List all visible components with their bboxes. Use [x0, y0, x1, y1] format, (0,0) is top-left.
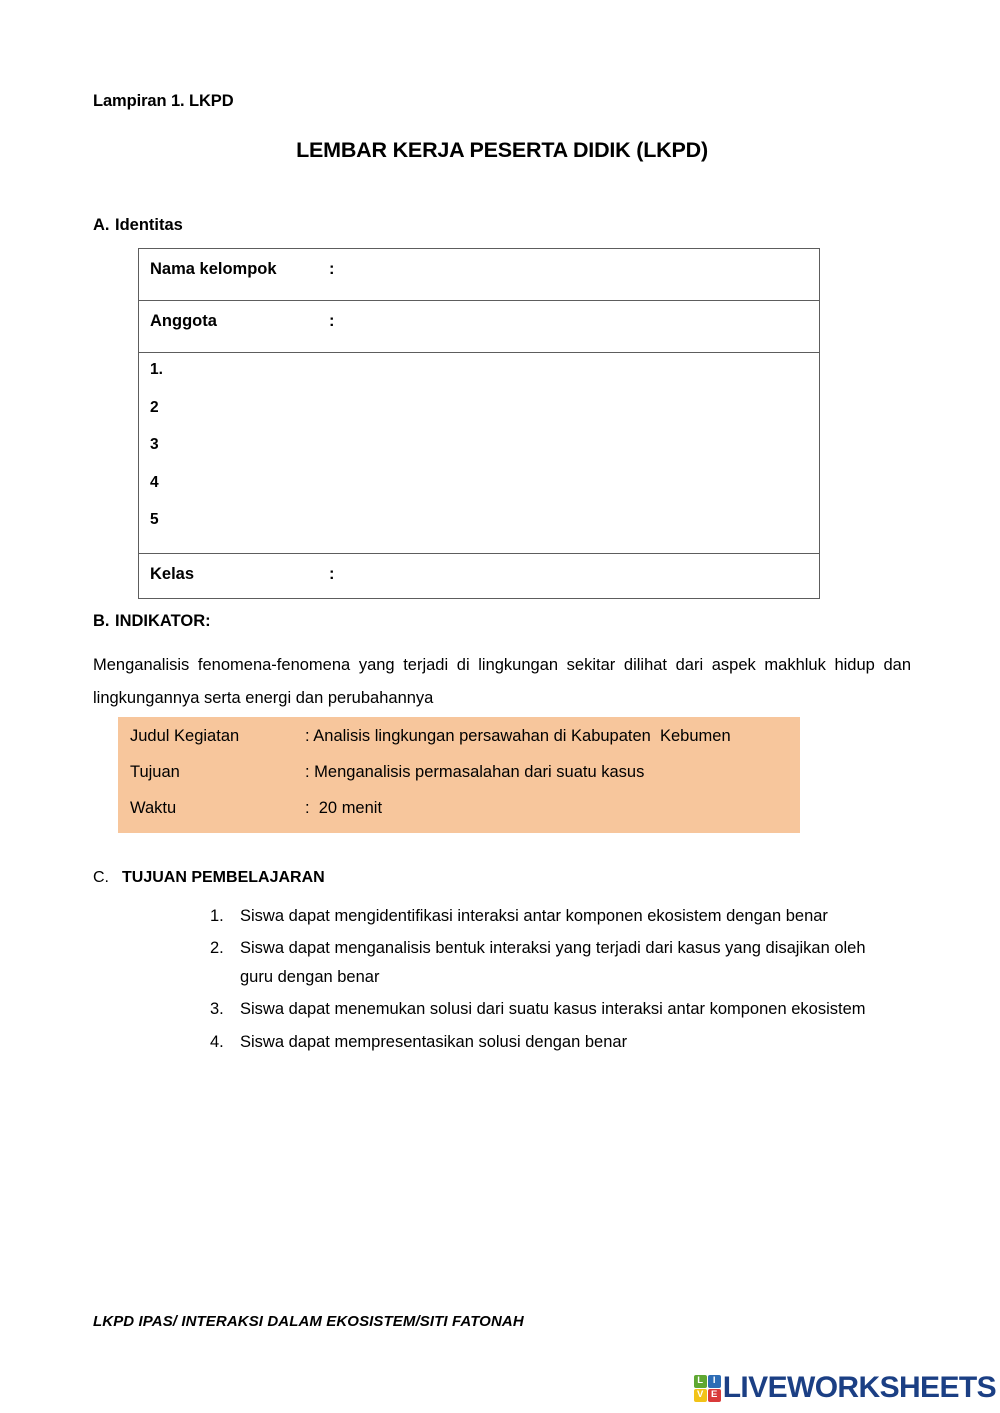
nama-kelompok-cell[interactable]	[139, 249, 820, 301]
table-row-anggota	[139, 301, 820, 353]
member-line: 1.	[150, 361, 163, 378]
liveworksheets-mark-icon	[694, 1375, 721, 1402]
info-row-waktu	[130, 800, 800, 836]
table-row-members	[139, 353, 820, 554]
attachment-label: Lampiran 1. LKPD	[93, 92, 234, 110]
logo-tile-e: E	[708, 1389, 721, 1402]
logo-tile-v: V	[694, 1389, 707, 1402]
info-row-tujuan	[130, 764, 800, 800]
goal-number: 4.	[210, 1032, 224, 1051]
member-line: 3	[150, 436, 159, 453]
learning-goals-list	[210, 902, 890, 1060]
nama-kelompok-colon: :	[329, 260, 335, 278]
liveworksheets-wordmark: LIVEWORKSHEETS	[722, 1371, 996, 1404]
table-row-kelas	[139, 554, 820, 599]
list-item	[210, 1028, 890, 1056]
section-a-letter: A.	[93, 216, 110, 234]
goal-number: 1.	[210, 907, 224, 925]
logo-tile-i: I	[708, 1375, 721, 1388]
member-line: 5	[150, 511, 159, 528]
list-item	[210, 902, 890, 930]
section-b-letter: B.	[93, 612, 110, 630]
info-row-judul	[130, 728, 800, 764]
nama-kelompok-label: Nama kelompok	[150, 260, 277, 278]
kelas-cell[interactable]	[139, 554, 820, 599]
waktu-label: Waktu	[130, 799, 177, 817]
goal-number: 2.	[210, 939, 224, 958]
section-b-heading	[93, 612, 211, 631]
goal-text: Siswa dapat menemukan solusi dari suatu kasus interaksi antar komponen ekosistem	[240, 1000, 866, 1019]
section-c-letter: C.	[93, 869, 109, 886]
identity-table	[138, 248, 820, 599]
anggota-colon: :	[329, 312, 335, 330]
logo-tile-l: L	[694, 1375, 707, 1388]
goal-text: Siswa dapat mengidentifikasi interaksi antar komponen ekosistem dengan benar	[240, 907, 828, 925]
kelas-label: Kelas	[150, 565, 195, 583]
section-c-title: TUJUAN PEMBELAJARAN	[122, 869, 325, 886]
judul-kegiatan-label: Judul Kegiatan	[130, 727, 240, 745]
liveworksheets-logo	[694, 1371, 996, 1405]
goal-text: Siswa dapat mempresentasikan solusi dengan benar	[240, 1032, 628, 1051]
section-a-heading	[93, 216, 183, 235]
section-a-title: Identitas	[115, 216, 183, 234]
activity-info-box	[118, 717, 800, 833]
members-cell[interactable]	[139, 353, 820, 554]
member-line: 2	[150, 398, 159, 416]
page-title: LEMBAR KERJA PESERTA DIDIK (LKPD)	[296, 138, 708, 162]
waktu-value: : 20 menit	[305, 799, 383, 817]
kelas-colon: :	[329, 565, 335, 583]
anggota-cell[interactable]	[139, 301, 820, 353]
list-item	[210, 934, 890, 991]
section-c-heading	[93, 869, 325, 887]
member-line: 4	[150, 473, 159, 491]
goal-text: Siswa dapat menganalisis bentuk interaksi yang terjadi dari kasus yang disajikan oleh guru dengan benar	[240, 939, 866, 986]
footer-note: LKPD IPAS/ INTERAKSI DALAM EKOSISTEM/SITI FATONAH	[93, 1313, 524, 1330]
tujuan-value: : Menganalisis permasalahan dari suatu kasus	[305, 763, 645, 781]
tujuan-label: Tujuan	[130, 763, 180, 781]
table-row-nama-kelompok	[139, 249, 820, 301]
indicator-paragraph: Menganalisis fenomena-fenomena yang terjadi di lingkungan sekitar dilihat dari aspek makhluk hidup dan lingkungannya serta energi dan perubahannya	[93, 656, 911, 707]
judul-kegiatan-value: : Analisis lingkungan persawahan di Kabupaten Kebumen	[305, 727, 731, 745]
section-b-title: INDIKATOR:	[115, 612, 211, 630]
anggota-label: Anggota	[150, 312, 217, 330]
list-item	[210, 995, 890, 1023]
goal-number: 3.	[210, 1000, 224, 1019]
